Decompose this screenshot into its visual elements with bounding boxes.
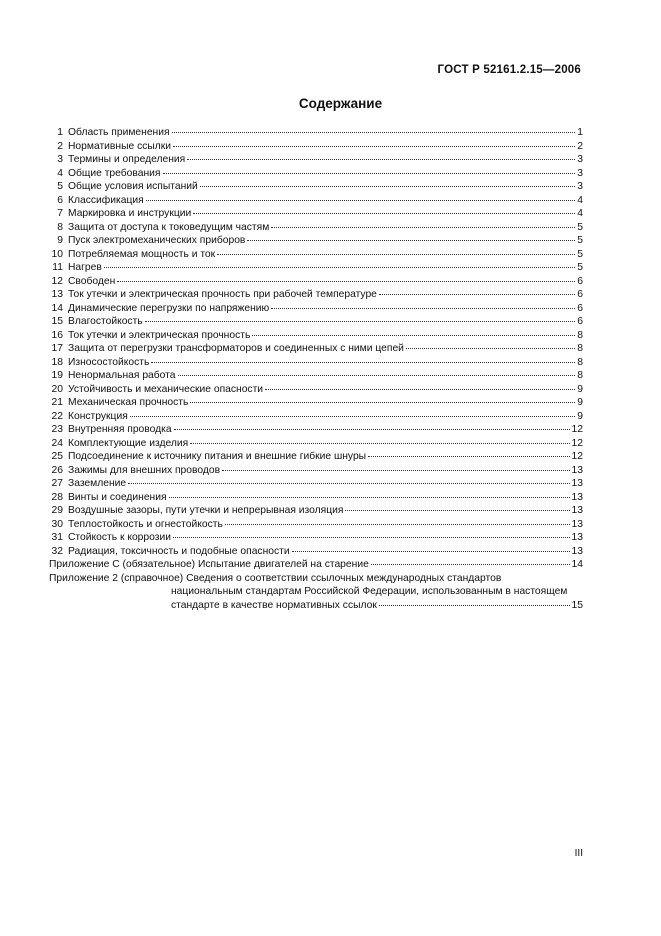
leader-dots: [379, 294, 575, 295]
toc-number: 22: [51, 410, 63, 422]
leader-dots: [225, 524, 570, 525]
toc-row[interactable]: [48, 491, 583, 505]
toc-label: Маркировка и инструкции: [68, 208, 192, 219]
leader-dots: [379, 605, 570, 606]
toc-row[interactable]: [48, 153, 583, 167]
toc-row[interactable]: [48, 545, 583, 559]
toc-number: 7: [57, 208, 63, 219]
toc-number: 28: [51, 491, 63, 503]
toc-number: 6: [57, 194, 63, 206]
leader-dots: [187, 159, 575, 160]
toc-row[interactable]: [48, 518, 583, 532]
leader-dots: [222, 470, 569, 471]
toc-page: 3: [577, 154, 583, 165]
toc-number: 1: [57, 127, 63, 138]
toc-number: 23: [51, 424, 63, 435]
toc-label: Динамические перегрузки по напряжению: [68, 302, 270, 314]
toc-number: 9: [57, 235, 63, 246]
toc-row[interactable]: [48, 140, 583, 154]
toc-page: 9: [577, 383, 583, 395]
toc-label: Радиация, токсичность и подобные опасности: [68, 545, 290, 557]
leader-dots: [145, 321, 575, 322]
toc-number: 31: [51, 532, 63, 543]
toc-number: 3: [57, 154, 63, 165]
leader-dots: [193, 213, 575, 214]
toc-number: 19: [51, 370, 63, 381]
toc-label: Общие требования: [68, 167, 161, 179]
toc-row[interactable]: [48, 356, 583, 370]
toc-page: 14: [571, 559, 583, 570]
toc-row[interactable]: [48, 396, 583, 410]
toc-row[interactable]: [48, 437, 583, 451]
leader-dots: [271, 308, 575, 309]
appendix-list: [49, 558, 583, 612]
toc-page: 13: [571, 532, 583, 543]
toc-number: 8: [57, 221, 63, 233]
toc-label: Воздушные зазоры, пути утечки и непрерывная изоляция: [68, 505, 344, 516]
toc-page: 13: [571, 491, 583, 503]
page-title: Содержание: [298, 96, 383, 111]
toc-label: Теплостойкость и огнестойкость: [68, 518, 223, 530]
toc-row[interactable]: [48, 531, 583, 545]
toc-page: 13: [571, 505, 583, 516]
toc-page: 4: [577, 208, 583, 219]
leader-dots: [292, 551, 570, 552]
toc-number: 15: [51, 316, 63, 327]
toc-page: 5: [577, 248, 583, 260]
toc-label: Влагостойкость: [68, 316, 143, 327]
toc-page: 2: [577, 140, 583, 152]
toc-row[interactable]: [48, 410, 583, 424]
toc-row-appendix-2-line1[interactable]: [49, 572, 583, 586]
toc-label: Приложение 2 (справочное) Сведения о соответствии ссылочных международных стандартов: [49, 572, 502, 584]
toc-row[interactable]: [48, 207, 583, 221]
toc-label: Классификация: [68, 194, 144, 206]
leader-dots: [151, 362, 575, 363]
toc-row[interactable]: [48, 450, 583, 464]
toc-row-appendix-2-line2: [49, 585, 583, 599]
toc-page: 9: [577, 397, 583, 408]
toc-number: 13: [51, 289, 63, 300]
toc-page: 13: [571, 545, 583, 557]
leader-dots: [406, 348, 575, 349]
leader-dots: [174, 429, 570, 430]
toc-number: 10: [51, 248, 63, 260]
leader-dots: [128, 483, 569, 484]
page-number: III: [574, 848, 583, 859]
toc-label: Внутренняя проводка: [68, 424, 172, 435]
leader-dots: [190, 402, 575, 403]
toc-number: 20: [51, 383, 63, 395]
leader-dots: [117, 281, 575, 282]
leader-dots: [345, 510, 569, 511]
toc-row[interactable]: [48, 477, 583, 491]
toc-label: Пуск электромеханических приборов: [68, 235, 246, 246]
toc-number: 14: [51, 302, 63, 314]
toc-label: Конструкция: [68, 410, 128, 422]
toc-label: Механическая прочность: [68, 397, 189, 408]
leader-dots: [252, 335, 575, 336]
leader-dots: [271, 227, 575, 228]
toc-page: 1: [577, 127, 583, 138]
toc-row[interactable]: [48, 315, 583, 329]
toc-page: 5: [577, 235, 583, 246]
toc-label: Защита от перегрузки трансформаторов и соединенных с ними цепей: [68, 343, 404, 354]
toc-row[interactable]: [48, 221, 583, 235]
toc-label: Защита от доступа к токоведущим частям: [68, 221, 270, 233]
toc-page: 3: [577, 181, 583, 192]
toc-label: Приложение С (обязательное) Испытание двигателей на старение: [49, 559, 369, 570]
toc-label: Винты и соединения: [68, 491, 167, 503]
toc-number: 11: [52, 262, 63, 273]
toc-label: Свободен: [68, 275, 116, 287]
toc-row[interactable]: [48, 126, 583, 140]
leader-dots: [190, 443, 569, 444]
toc-page: 8: [577, 343, 583, 354]
toc-page: 13: [571, 518, 583, 530]
toc-label: Общие условия испытаний: [68, 181, 198, 192]
toc-number: 18: [51, 356, 63, 368]
toc-row-appendix-c[interactable]: [49, 558, 583, 572]
leader-dots: [146, 200, 575, 201]
toc-page: 6: [577, 275, 583, 287]
toc-page: 12: [571, 451, 583, 462]
toc-page: 6: [577, 302, 583, 314]
toc-row[interactable]: [48, 248, 583, 262]
document-id: ГОСТ Р 52161.2.15—2006: [437, 64, 581, 76]
toc-label: Устойчивость и механические опасности: [68, 383, 264, 395]
toc-row[interactable]: [48, 329, 583, 343]
toc-label: Нормативные ссылки: [68, 140, 172, 152]
toc-row[interactable]: [48, 194, 583, 208]
toc-page: 8: [577, 329, 583, 341]
toc-page: 6: [577, 289, 583, 300]
toc-label: Стойкость к коррозии: [68, 532, 171, 543]
toc-number: 4: [57, 167, 63, 179]
leader-dots: [173, 537, 570, 538]
toc-number: 17: [51, 343, 63, 354]
leader-dots: [368, 456, 569, 457]
toc-page: 8: [577, 356, 583, 368]
toc-row[interactable]: [48, 383, 583, 397]
leader-dots: [173, 146, 575, 147]
toc-page: 13: [571, 464, 583, 476]
toc-page: 5: [577, 221, 583, 233]
toc-page: 12: [571, 424, 583, 435]
toc-number: 2: [57, 140, 63, 152]
toc-label: Нагрев: [68, 262, 102, 273]
leader-dots: [172, 132, 575, 133]
toc-label: Подсоединение к источнику питания и внешние гибкие шнуры: [68, 451, 367, 462]
toc-label: Термины и определения: [68, 154, 186, 165]
toc-label: Заземление: [68, 478, 127, 489]
toc-label: Износостойкость: [68, 356, 150, 368]
toc-number: 12: [51, 275, 63, 287]
toc-row[interactable]: [48, 302, 583, 316]
leader-dots: [163, 173, 576, 174]
toc-row[interactable]: [48, 288, 583, 302]
toc-number: 24: [51, 437, 63, 449]
toc-label: Ток утечки и электрическая прочность при рабочей температуре: [68, 289, 377, 300]
toc-row[interactable]: [48, 342, 583, 356]
leader-dots: [104, 267, 575, 268]
toc-number: 25: [51, 451, 63, 462]
toc-page: 3: [577, 167, 583, 179]
toc-label: Ненормальная работа: [68, 370, 176, 381]
toc-row[interactable]: [48, 275, 583, 289]
leader-dots: [178, 375, 575, 376]
leader-dots: [265, 389, 575, 390]
leader-dots: [130, 416, 575, 417]
toc-label: национальным стандартам Российской Федерации, использованным в настоящем: [171, 586, 568, 597]
toc-number: 5: [57, 181, 63, 192]
toc-page: 15: [571, 599, 583, 611]
toc-number: 30: [51, 518, 63, 530]
toc-row[interactable]: [48, 167, 583, 181]
toc-number: 27: [51, 478, 63, 489]
table-of-contents: [48, 126, 583, 558]
toc-number: 16: [51, 329, 63, 341]
leader-dots: [200, 186, 575, 187]
toc-page: 8: [577, 370, 583, 381]
toc-number: 29: [51, 505, 63, 516]
toc-page: 6: [577, 316, 583, 327]
leader-dots: [217, 254, 575, 255]
toc-label: Зажимы для внешних проводов: [68, 464, 221, 476]
toc-row[interactable]: [48, 423, 583, 437]
toc-page: 9: [577, 410, 583, 422]
toc-row[interactable]: [48, 369, 583, 383]
toc-label: Ток утечки и электрическая прочность: [68, 329, 251, 341]
leader-dots: [169, 497, 570, 498]
toc-row[interactable]: [48, 234, 583, 248]
toc-label: Комплектующие изделия: [68, 437, 189, 449]
toc-label: Область применения: [68, 127, 170, 138]
toc-number: 32: [51, 545, 63, 557]
toc-number: 21: [51, 397, 63, 408]
toc-page: 4: [577, 194, 583, 206]
toc-page: 5: [577, 262, 583, 273]
leader-dots: [371, 564, 570, 565]
toc-page: 13: [571, 478, 583, 489]
toc-label: Потребляемая мощность и ток: [68, 248, 216, 260]
toc-row[interactable]: [48, 261, 583, 275]
toc-page: 12: [571, 437, 583, 449]
toc-label: стандарте в качестве нормативных ссылок: [171, 599, 377, 611]
toc-number: 26: [51, 464, 63, 476]
toc-row-appendix-2-line3: [49, 599, 583, 613]
toc-row[interactable]: [48, 180, 583, 194]
leader-dots: [247, 240, 575, 241]
toc-row[interactable]: [48, 464, 583, 478]
toc-row[interactable]: [48, 504, 583, 518]
